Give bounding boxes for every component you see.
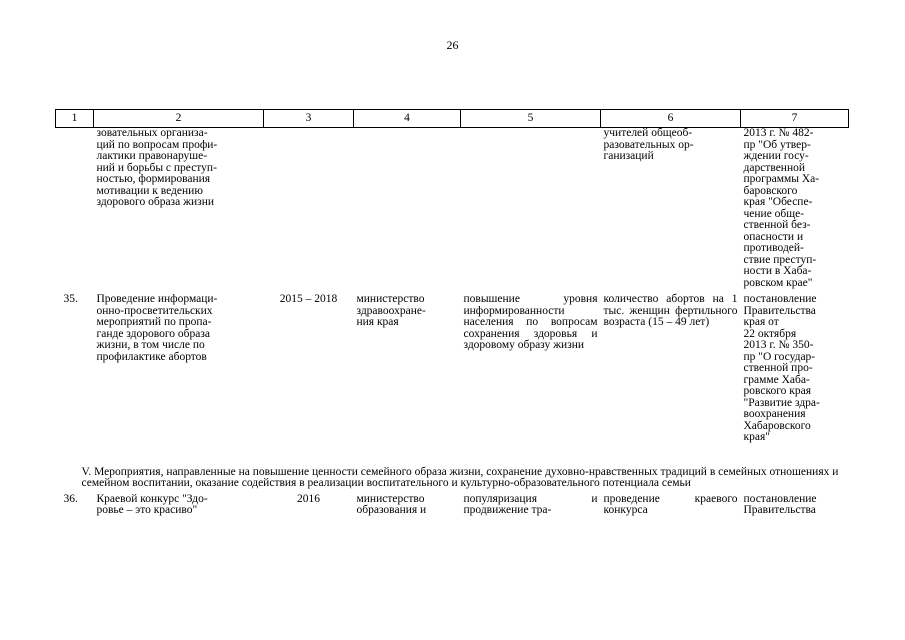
row-number: 35. bbox=[63, 293, 78, 305]
basis-cell: постановление Правительства края от 22 октября 2013 г. № 350- пр "О государ- ственной про- грамме Хаба- ровского края "Развитие здра- воохранения Хабаровского края" bbox=[743, 293, 820, 443]
result-cell bbox=[461, 128, 601, 290]
measures-table bbox=[55, 109, 849, 517]
years-cell: 2015 – 2018 bbox=[279, 293, 338, 305]
years-cell bbox=[264, 128, 354, 290]
column-header-1: 1 bbox=[56, 110, 94, 128]
row-number: 36. bbox=[63, 492, 78, 505]
column-header-6: 6 bbox=[601, 110, 741, 128]
column-header-5: 5 bbox=[461, 110, 601, 128]
measure-cell: Проведение информаци- онно-просветительских мероприятий по пропа- ганде здорового образа жизни, в том числе по профилактике абортов bbox=[96, 293, 218, 363]
column-header-3: 3 bbox=[264, 110, 354, 128]
basis-cell: 2013 г. № 482- пр "Об утвер- ждении госу- дарственной программы Ха- баровского края "Обеспе- чение обще- ственной без- опасности и противодей- ствие преступ- ности в Хаба- ровском крае" bbox=[743, 127, 820, 289]
indicator-cell: учителей общеоб- разовательных ор- ганизаций bbox=[603, 127, 694, 162]
measure-cell: Краевой конкурс "Здо- ровье – это красиво" bbox=[96, 492, 208, 516]
result-cell: повышение уровня информированности населения по вопросам сохранения здоровья и здоровому образу жизни bbox=[463, 293, 598, 351]
table-row bbox=[56, 128, 849, 290]
executor-cell: министерство образования и bbox=[356, 492, 427, 516]
executor-cell bbox=[354, 128, 461, 290]
indicator-cell: проведение краевого конкурса bbox=[603, 492, 738, 516]
column-header-4: 4 bbox=[354, 110, 461, 128]
measure-cell: зовательных организа- ций по вопросам профи- лактики правонаруше- ний и борьбы с преступ- ностью, формирования мотивации к ведению здорового образа жизни bbox=[96, 127, 218, 208]
column-header-7: 7 bbox=[741, 110, 849, 128]
basis-cell: постановление Правительства bbox=[743, 492, 817, 516]
table-row bbox=[56, 494, 849, 517]
section-heading-row bbox=[56, 444, 849, 494]
column-numbers-row bbox=[56, 110, 849, 128]
indicator-cell: количество абортов на 1 тыс. женщин фертильного возраста (15 – 49 лет) bbox=[603, 293, 738, 328]
section-heading: V. Мероприятия, направленные на повышение ценности семейного образа жизни, сохранение духовно-нравственных традиций в семейных отношениях и семейном воспитании, оказание содействия в реализации воспитательного и культурно-образовательного потенциала семьи bbox=[81, 465, 839, 489]
column-header-2: 2 bbox=[94, 110, 264, 128]
years-cell: 2016 bbox=[297, 492, 320, 505]
executor-cell: министерство здравоохране- ния края bbox=[356, 293, 426, 328]
result-cell: популяризация и продвижение тра- bbox=[463, 492, 598, 516]
row-number bbox=[56, 128, 94, 290]
page-number: 26 bbox=[446, 38, 459, 52]
table-row bbox=[56, 289, 849, 444]
